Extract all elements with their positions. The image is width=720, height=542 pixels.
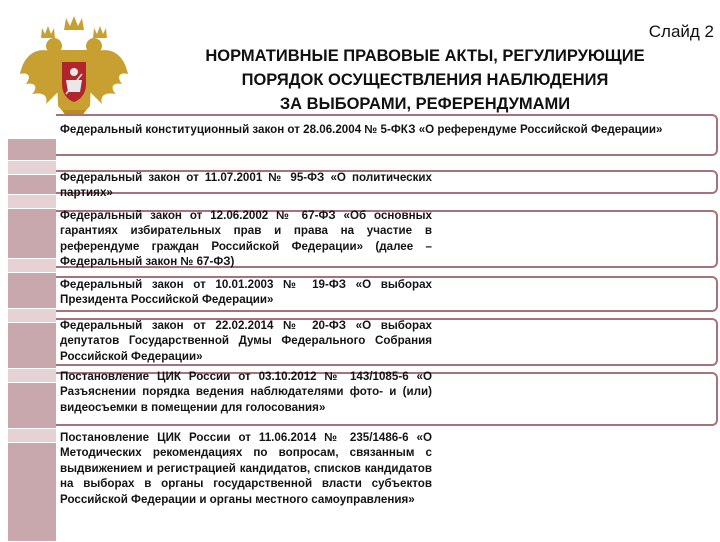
left-decor-bar [0,138,56,540]
title-line-1: НОРМАТИВНЫЕ ПРАВОВЫЕ АКТЫ, РЕГУЛИРУЮЩИЕ [205,47,645,65]
act-item-1: Федеральный конституционный закон от 28.06.2004 № 5-ФКЗ «О референдуме Российской Федерации» [60,123,663,136]
title-line-2: ПОРЯДОК ОСУЩЕСТВЛЕНИЯ НАБЛЮДЕНИЯ [241,71,609,89]
decor-band [8,174,56,196]
decor-band [8,382,56,430]
decor-band [8,208,56,260]
decor-band [8,272,56,310]
title-line-3: ЗА ВЫБОРАМИ, РЕФЕРЕНДУМАМИ [279,95,571,113]
decor-band [8,442,56,542]
slide-number: Слайд 2 [648,22,714,41]
act-item-2: Федеральный закон от 11.07.2001 № 95-ФЗ «О политических партиях» [60,171,432,200]
decor-band [8,138,56,162]
act-item-3: Федеральный закон от 12.06.2002 № 67-ФЗ «Об основных гарантиях избирательных прав и права на участие в референдуме граждан Российской Федерации» (далее – Федеральный закон № 67-ФЗ) [60,209,432,269]
decor-band [8,322,56,370]
act-item-6: Постановление ЦИК России от 03.10.2012 № 143/1085-6 «О Разъяснении порядка ведения наблюдателями фото- и (или) видеосъемки в помещении для голосования» [60,370,432,414]
page-title [130,44,720,116]
act-item-5: Федеральный закон от 22.02.2014 № 20-ФЗ «О выборах депутатов Государственной Думы Федерального Собрания Российской Федерации» [60,319,432,363]
act-item-4: Федеральный закон от 10.01.2003 № 19-ФЗ «О выборах Президента Российской Федерации» [60,278,432,307]
act-item-7: Постановление ЦИК России от 11.06.2014 № 235/1486-6 «О Методических рекомендациях по вопросам, связанным с выдвижением и регистрацией кандидатов, списков кандидатов на выборах в органы государственной власти субъектов Российской Федерации и органы местного самоуправления» [60,431,432,506]
